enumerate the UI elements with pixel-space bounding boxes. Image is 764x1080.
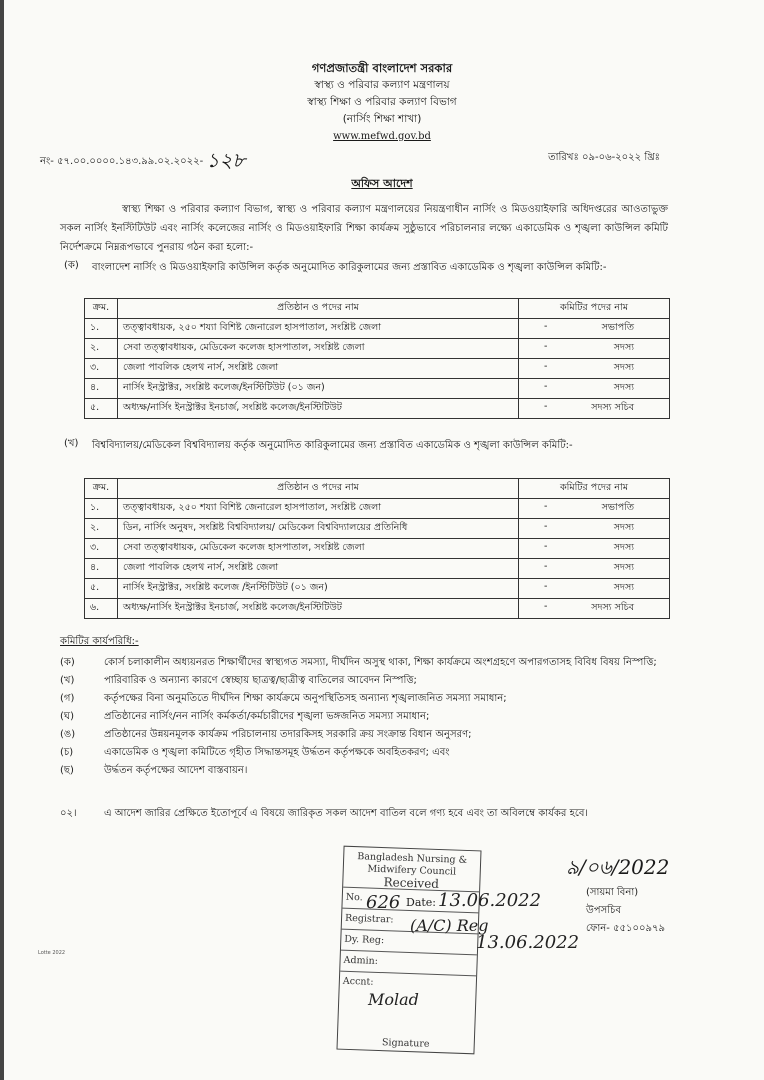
row-serial: ৫. [85,399,118,419]
row-serial: ৩. [85,359,118,379]
row-committee-role [519,559,670,579]
stamp-org-line1: Bangladesh Nursing & [357,851,468,866]
table-row [85,399,670,419]
stamp-accnt-label: Accnt: [342,975,374,988]
duty-item [60,690,672,708]
role-name: সদস্য সচিব [591,602,634,613]
role-name: সদস্য সচিব [591,402,634,413]
section-a-text: বাংলাদেশ নার্সিং ও মিডওয়াইফারি কাউন্সিল কর্তৃক অনুমোদিত কারিকুলামের জন্য প্রস্তাবিত একাডেমিক ও শৃঙ্খলা কাউন্সিল কমিটি:- [92,262,607,273]
row-position: ডিন, নার্সিং অনুষদ, সংশ্লিষ্ট বিশ্ববিদ্যালয়/ মেডিকেল বিশ্ববিদ্যালয়ের প্রতিনিধি [118,519,519,539]
duty-label: (গ) [60,693,75,704]
row-committee-role [519,339,670,359]
tiny-mark: Lotte 2022 [38,950,66,956]
duty-label: (ঙ) [60,729,76,740]
role-name: সদস্য [613,582,634,593]
note-paragraph [60,804,672,823]
committee-table-a [84,298,670,419]
table-header-cell: কমিটির পদের নাম [519,299,670,319]
stamp-registrar-value: (A/C) Reg [410,916,489,935]
duty-text: প্রতিষ্ঠানের উন্নয়নমূলক কার্যক্রম পরিচালনায় তদারকিসহ সরকারি ক্রয় সংক্রান্ত বিধান অনুসরণ; [104,729,472,740]
note-text: এ আদেশ জারির প্রেক্ষিতে ইতোপূর্বে এ বিষয়ে জারিকৃত সকল আদেশ বাতিল বলে গণ্য হবে এবং তা অবিলম্বে কার্যকর হবে। [104,808,589,819]
row-committee-role [519,539,670,559]
table-row [85,519,670,539]
row-serial: ২. [85,339,118,359]
row-position: তত্ত্বাবধায়ক, ২৫০ শয্যা বিশিষ্ট জেনারেল হাসপাতাল, সংশ্লিষ্ট জেলা [118,319,519,339]
stamp-admin-label: Admin: [343,954,379,967]
role-wrapper [524,541,664,556]
role-wrapper [524,501,664,516]
memo-number-handwritten: ১২৮ [206,148,246,172]
header-division: স্বাস্থ্য শিক্ষা ও পরিবার কল্যাণ বিভাগ [307,96,457,108]
table-header-row [85,479,670,499]
table-row [85,339,670,359]
note-number: ০২। [60,808,77,819]
role-dash: - [544,521,548,532]
duty-item [60,726,672,744]
signatory-designation: উপসচিব [586,905,622,916]
role-dash: - [544,561,548,572]
duty-label: (ক) [60,657,75,668]
row-position: জেলা পাবলিক হেলথ নার্স, সংশ্লিষ্ট জেলা [118,559,519,579]
section-a-label: (ক) [64,260,79,271]
committee-table-b [84,478,670,619]
row-serial: ৪. [85,379,118,399]
row-serial: ১. [85,319,118,339]
duty-text: কর্তৃপক্ষের বিনা অনুমতিতে দীর্ঘদিন শিক্ষা কার্যক্রমে অনুপস্থিতিসহ অন্যান্য শৃঙ্খলাজনিত সমস্যা সমাধান; [104,693,507,704]
memo-date: তারিখঃ ০৯-০৬-২০২২ খ্রিঃ [548,152,660,163]
document-title: অফিস আদেশ [351,177,413,190]
role-name: সদস্য [613,342,634,353]
received-stamp [336,846,481,1055]
duty-text: পারিবারিক ও অন্যান্য কারণে স্বেচ্ছায় ছাত্রত্ব/ছাত্রীত্ব বাতিলের আবেদন নিস্পত্তি; [104,675,417,686]
duty-text: উর্দ্ধতন কর্তৃপক্ষের আদেশ বাস্তবায়ন। [104,765,248,776]
scan-edge [0,0,4,1080]
intro-paragraph: স্বাস্থ্য শিক্ষা ও পরিবার কল্যাণ বিভাগ, স্বাস্থ্য ও পরিবার কল্যাণ মন্ত্রণালয়ের নিয়ন্ত্রণাধীন নার্সিং ও মিডওয়াইফারি অধিদপ্তরের আওতাভুক্ত সকল নার্সিং ইনস্টিটিউট এবং নার্সিং কলেজের নার্সিং ও মিডওয়াইফারি শিক্ষা কার্যক্রম সুষ্ঠুভাবে পরিচালনার লক্ষ্যে একাডেমিক ও শৃঙ্খলা কাউন্সিল কমিটি নির্দেশক্রমে নিম্নরূপভাবে পুনরায় গঠন করা হলো:- [60,204,668,253]
role-dash: - [544,541,548,552]
section-b-text: বিশ্ববিদ্যালয়/মেডিকেল বিশ্ববিদ্যালয় কর্তৃক অনুমোদিত কারিকুলামের জন্য প্রস্তাবিত একাডেমিক ও শৃঙ্খলা কাউন্সিল কমিটি:- [92,440,573,451]
stamp-org-line2: Midwifery Council [367,863,457,878]
role-wrapper [524,381,664,396]
duty-label: (ঘ) [60,711,74,722]
row-committee-role [519,399,670,419]
duty-text: প্রতিষ্ঠানের নার্সিং/নন নার্সিং কর্মকর্তা/কর্মচারীদের শৃঙ্খলা ভঙ্গজনিত সমস্যা সমাধান; [104,711,430,722]
role-name: সভাপতি [601,322,634,333]
role-wrapper [524,521,664,536]
role-dash: - [544,361,548,372]
row-position: নার্সিং ইনস্ট্রাক্টর, সংশ্লিষ্ট কলেজ/ইনস্টিটিউট (০১ জন) [118,379,519,399]
row-committee-role [519,379,670,399]
table-row [85,379,670,399]
stamp-received: Received [383,875,440,892]
duties-title: কমিটির কার্যপরিধি:- [60,636,139,647]
duty-text: কোর্স চলাকালীন অধ্যয়নরত শিক্ষার্থীদের স্বাস্থ্যগত সমস্যা, দীর্ঘদিন অসুস্থ থাকা, শিক্ষা কার্যক্রমে অংশগ্রহণে অপারগতাসহ বিবিধ বিষয় নিস্পত্তি; [104,657,657,668]
table-header-cell: ক্রম. [85,479,118,499]
duty-item [60,744,672,762]
stamp-date-label: Date: [406,896,437,909]
role-name: সদস্য [613,382,634,393]
role-dash: - [544,581,548,592]
header-website[interactable]: www.mefwd.gov.bd [333,131,431,142]
role-wrapper [524,581,664,596]
row-committee-role [519,359,670,379]
stamp-registrar-label: Registrar: [344,912,394,926]
table-row [85,359,670,379]
table-row [85,539,670,559]
duty-item [60,708,672,726]
header-government: গণপ্রজাতন্ত্রী বাংলাদেশ সরকার [311,61,453,75]
row-committee-role [519,599,670,619]
duty-label: (খ) [60,675,75,686]
table-header-cell: কমিটির পদের নাম [519,479,670,499]
duty-item [60,672,672,690]
stamp-no-value: 626 [366,892,401,913]
table-row [85,599,670,619]
row-position: সেবা তত্ত্বাবধায়ক, মেডিকেল কলেজ হাসপাতাল, সংশ্লিষ্ট জেলা [118,339,519,359]
table-header-row [85,299,670,319]
role-name: সদস্য [613,522,634,533]
duties-list [60,654,672,780]
signatory-name: (সায়মা বিনা) [586,887,639,898]
role-dash: - [544,501,548,512]
table-header-cell: প্রতিষ্ঠান ও পদের নাম [118,299,519,319]
role-dash: - [544,341,548,352]
role-dash: - [544,321,548,332]
role-dash: - [544,401,548,412]
row-serial: ২. [85,519,118,539]
role-wrapper [524,321,664,336]
stamp-handwritten-signature: Molad [368,990,419,1009]
table-row [85,319,670,339]
duty-text: একাডেমিক ও শৃঙ্খলা কমিটিতে গৃহীত সিদ্ধান্তসমূহ উর্দ্ধতন কর্তৃপক্ষকে অবহিতকরণ; এবং [104,747,450,758]
duty-label: (চ) [60,747,74,758]
row-serial: ১. [85,499,118,519]
role-wrapper [524,561,664,576]
row-committee-role [519,319,670,339]
signatory-phone: ফোন- ৫৫১০০৯৭৯ [586,923,665,934]
table-row [85,559,670,579]
duty-label: (ছ) [60,765,74,776]
role-wrapper [524,361,664,376]
row-committee-role [519,519,670,539]
role-name: সদস্য [613,562,634,573]
row-position: অধ্যক্ষ/নার্সিং ইনস্ট্রাক্টর ইনচার্জ, সংশ্লিষ্ট কলেজ/ইনস্টিটিউট [118,599,519,619]
row-position: সেবা তত্ত্বাবধায়ক, মেডিকেল কলেজ হাসপাতাল, সংশ্লিষ্ট জেলা [118,539,519,559]
letterhead [0,60,764,145]
row-committee-role [519,499,670,519]
row-serial: ৬. [85,599,118,619]
role-dash: - [544,381,548,392]
section-b-label: (খ) [64,438,79,449]
stamp-signature-label: Signature [381,1037,430,1050]
role-wrapper [524,601,664,616]
row-committee-role [519,579,670,599]
memo-number-text: নং- ৫৭.০০.০০০০.১৪৩.৯৯.০২.২০২২- [40,156,204,167]
row-serial: ৫. [85,579,118,599]
role-wrapper [524,341,664,356]
header-ministry: স্বাস্থ্য ও পরিবার কল্যাণ মন্ত্রণালয় [314,79,450,91]
role-dash: - [544,601,548,612]
row-position: নার্সিং ইনস্ট্রাক্টর, সংশ্লিষ্ট কলেজ /ইনস্টিটিউট (০১ জন) [118,579,519,599]
role-name: সদস্য [613,542,634,553]
handwritten-signature-date: ৯/০৬/2022 [566,855,670,879]
stamp-dyreg-label: Dy. Reg: [344,933,385,947]
signature-block [566,855,670,938]
row-serial: ৩. [85,539,118,559]
role-wrapper [524,401,664,416]
row-position: জেলা পাবলিক হেলথ নার্স, সংশ্লিষ্ট জেলা [118,359,519,379]
table-header-cell: প্রতিষ্ঠান ও পদের নাম [118,479,519,499]
table-row [85,499,670,519]
row-position: অধ্যক্ষ/নার্সিং ইনস্ট্রাক্টর ইনচার্জ, সংশ্লিষ্ট কলেজ/ইনস্টিটিউট [118,399,519,419]
duty-item [60,654,672,672]
stamp-dyreg-value: 13.06.2022 [476,932,580,953]
table-row [85,579,670,599]
row-position: তত্ত্বাবধায়ক, ২৫০ শয্যা বিশিষ্ট জেনারেল হাসপাতাল, সংশ্লিষ্ট জেলা [118,499,519,519]
role-name: সভাপতি [601,502,634,513]
stamp-no-label: No. [345,891,363,904]
row-serial: ৪. [85,559,118,579]
role-name: সদস্য [613,362,634,373]
duty-item [60,762,672,780]
stamp-date-value: 13.06.2022 [438,890,542,911]
table-header-cell: ক্রম. [85,299,118,319]
header-branch: (নার্সিং শিক্ষা শাখা) [342,113,422,125]
